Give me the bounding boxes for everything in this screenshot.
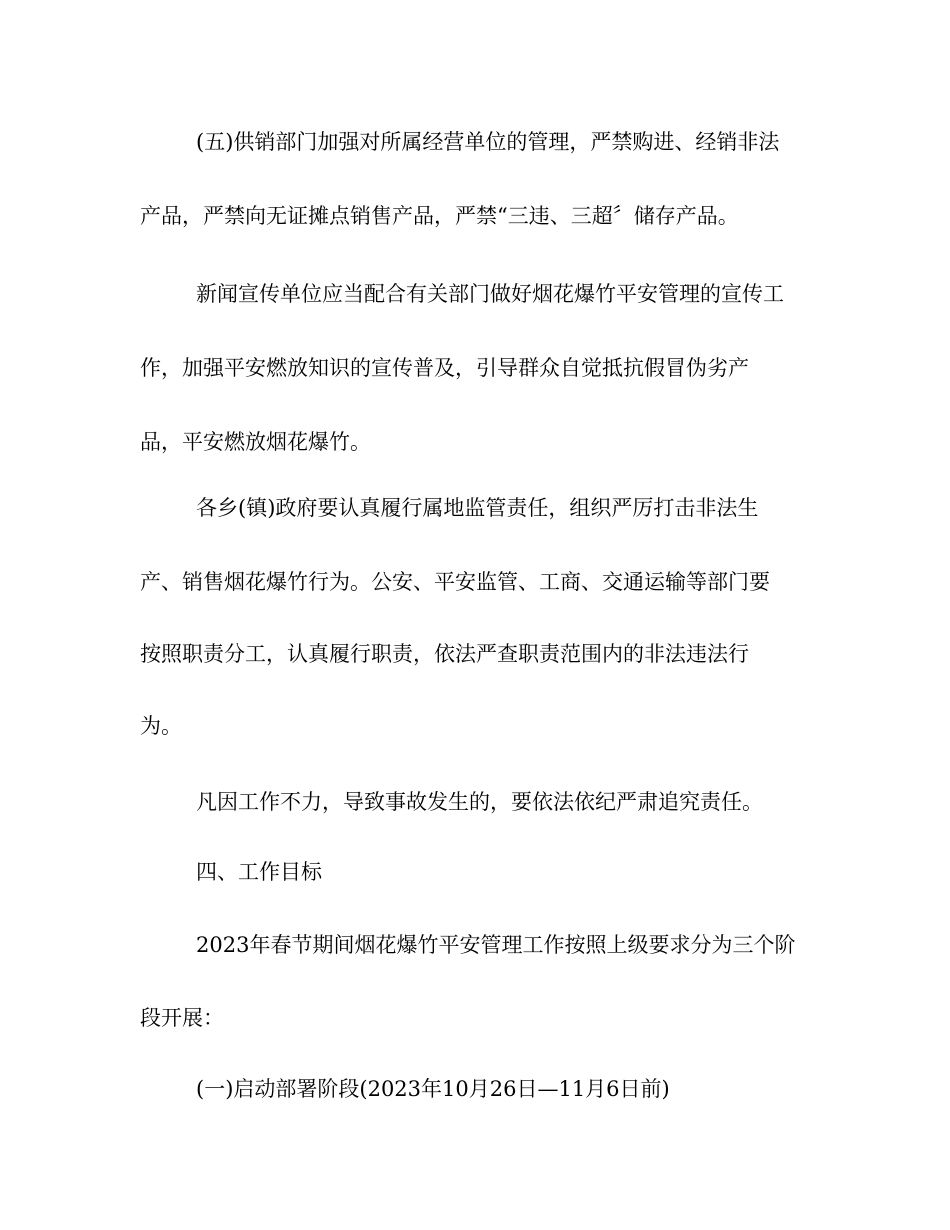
paragraph-line: 为。	[140, 714, 182, 738]
paragraph-line: 按照职责分工，认真履行职责，依法严查职责范围内的非法违法行	[140, 642, 749, 666]
paragraph-line: 品，平安燃放烟花爆竹。	[140, 430, 371, 454]
paragraph-line: 段开展：	[140, 1006, 224, 1030]
paragraph-line: 作，加强平安燃放知识的宣传普及，引导群众自觉抵抗假冒伪劣产	[140, 356, 749, 380]
paragraph-line: 2023年春节期间烟花爆竹平安管理工作按照上级要求分为三个阶	[196, 933, 796, 957]
paragraph-line: 凡因工作不力，导致事故发生的，要依法依纪严肃追究责任。	[196, 790, 763, 814]
paragraph-line: 产品，严禁向无证摊点销售产品，严禁“三违、三超〞储存产品。	[140, 204, 739, 228]
paragraph-line: 产、销售烟花爆竹行为。公安、平安监管、工商、交通运输等部门要	[140, 570, 770, 594]
paragraph-line: 新闻宣传单位应当配合有关部门做好烟花爆竹平安管理的宣传工	[196, 282, 784, 306]
subsection-heading: (一)启动部署阶段(2023年10月26日—11月6日前)	[196, 1077, 670, 1101]
paragraph-line: 各乡(镇)政府要认真履行属地监管责任，组织严厉打击非法生	[196, 496, 759, 520]
section-heading: 四、工作目标	[196, 860, 322, 884]
paragraph-line: (五)供销部门加强对所属经营单位的管理，严禁购进、经销非法	[196, 130, 780, 154]
